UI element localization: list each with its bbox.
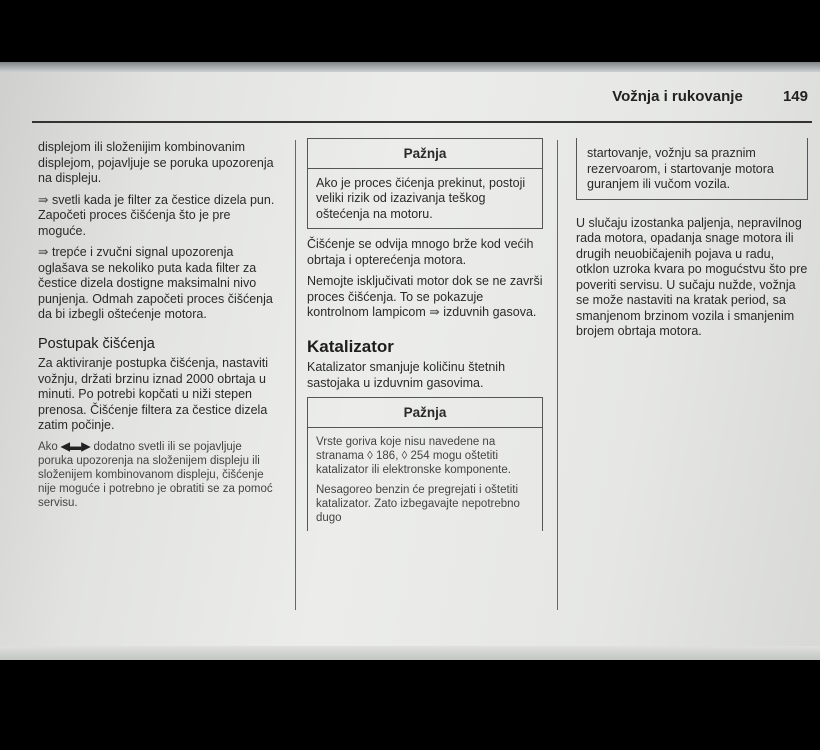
column-2 [307,138,543,531]
caution-box [307,397,543,531]
caution-title: Pažnja [308,139,542,169]
column-separator [295,140,296,610]
caution-text: Vrste goriva koje nisu navedene na stranama ◊ 186, ◊ 254 mogu oštetiti katalizator ili elektronske komponente. [316,435,511,476]
column-separator [557,140,558,610]
caution-text: startovanje, vožnju sa praznim rezervoarom, i startovanje motora guranjem ili vučom vozila. [587,146,774,191]
column-1 [38,140,278,516]
section-title: Vožnja i rukovanje [612,88,743,105]
column-3 [576,138,808,346]
caution-text: Nesagoreo benzin će pregrejati i oštetiti katalizator. Zato izbegavajte nepotrebno dugo [316,483,520,524]
caution-text: Ako je proces čićenja prekinut, postoji veliki rizik od izazivanja teškog oštećenja na motoru. [316,175,526,221]
paragraph: Katalizator smanjuje količinu štetnih sastojaka u izduvnim gasovima. [307,360,506,390]
section-heading: Postupak čišćenja [38,335,155,352]
page-number: 149 [782,88,808,105]
paragraph: Ako ◀▬▶ dodatno svetli ili se pojavljuje poruka upozorenja na složenijem displeju ili složenijem kombinovanom displeju, čišćenje nije moguće i potrebno je obratiti se za pomoć servisu. [38,440,273,509]
paragraph: U slučaju izostanka paljenja, nepravilnog rada motora, opadanja snage motora ili drugih neuobičajenih pojava u radu, otklon uzroka kvara po mogućstvu što pre poveriti servisu. U sučaju nužde, vožnja se može nastaviti na kratak period, sa smanjenom brzinom vozila i smanjenim brojem obrtaja motora. [576,215,808,338]
caution-box [307,138,543,229]
wrench-car-icon: ◀▬▶ [61,440,91,453]
filter-icon: ⇛ [429,305,440,319]
paragraph: displejom ili složenijim kombinovanim displejom, pojavljuje se poruka upozorenja na displeju. [38,140,274,185]
section-heading: Katalizator [307,336,394,356]
paragraph: Nemojte isključivati motor dok se ne završi proces čišćenja. To se pokazuje kontrolnom lampicom ⇛ izduvnih gasova. [307,274,543,319]
paragraph: Čišćenje se odvija mnogo brže kod većih obrtaja i opterećenja motora. [307,237,534,267]
paragraph: ⇛ svetli kada je filter za čestice dizela pun. Započeti proces čišćenja što je pre moguće. [38,192,275,238]
caution-box-continued [576,138,808,200]
filter-icon: ⇛ [38,245,49,259]
page-header [612,88,808,105]
paragraph: Za aktiviranje postupka čišćenja, nastaviti vožnju, držati brzinu iznad 2000 obrtaja u minuti. Po potrebi kopčati u niži stepen prenosa. Čišćenje filtera za čestice dizela zatim počinje. [38,356,268,432]
caution-title: Pažnja [308,398,542,428]
paragraph: ⇛ trepće i zvučni signal upozorenja oglašava se nekoliko puta kada filter za čestice dizela dostigne maksimalni nivo punjenja. Odmah započeti proces čišćenja da bi izbegli oštećenje motora. [38,245,273,321]
filter-icon: ⇛ [38,192,49,207]
header-rule [32,121,812,123]
